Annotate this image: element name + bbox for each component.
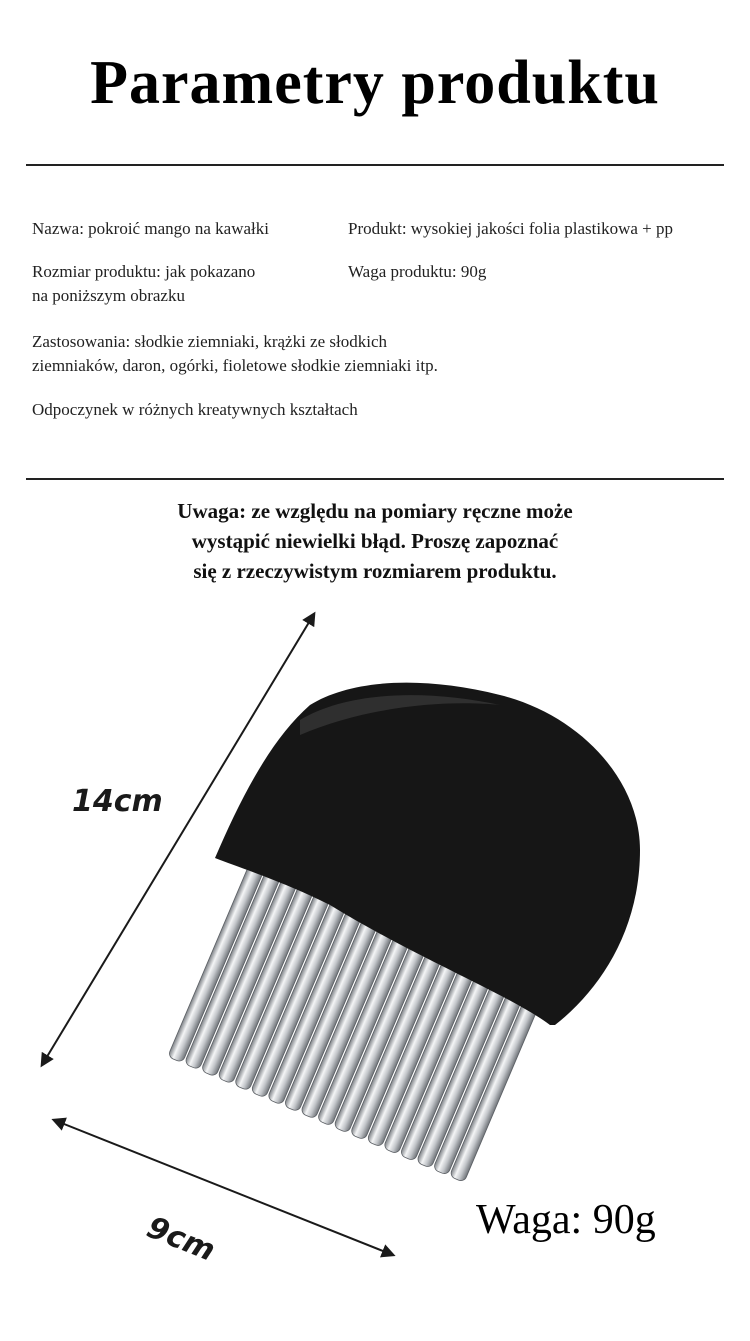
spec-size (32, 260, 255, 308)
spec-weight: Waga produktu: 90g (348, 262, 487, 281)
note-line3: się z rzeczywistym rozmiarem produktu. (193, 559, 557, 583)
top-divider (26, 164, 724, 166)
note-line2: wystąpić niewielki błąd. Proszę zapoznać (191, 529, 559, 553)
page-title: Parametry produktu (90, 49, 660, 117)
spec-size-line2: na poniższym obrazku (32, 286, 185, 305)
spec-shapes: Odpoczynek w różnych kreatywnych kształtach (32, 400, 358, 419)
spec-material: Produkt: wysokiej jakości folia plastikowa + pp (348, 219, 673, 238)
width-arrow (54, 1120, 393, 1255)
spec-name: Nazwa: pokroić mango na kawałki (32, 219, 269, 238)
height-dimension-label: 14cm (72, 784, 163, 819)
bottom-divider (26, 478, 724, 480)
spec-uses-line1: Zastosowania: słodkie ziemniaki, krążki ze słodkich (32, 332, 388, 351)
spec-size-line1: Rozmiar produktu: jak pokazano (32, 262, 256, 281)
measurement-note (0, 496, 750, 586)
weight-label: Waga: 90g (476, 1197, 656, 1243)
spec-uses-line2: ziemniaków, daron, ogórki, fioletowe słodkie ziemniaki itp. (32, 356, 438, 375)
note-line1: Uwaga: ze względu na pomiary ręczne może (177, 499, 573, 523)
width-dimension-label: 9cm (141, 1210, 220, 1269)
spec-uses (32, 330, 438, 378)
